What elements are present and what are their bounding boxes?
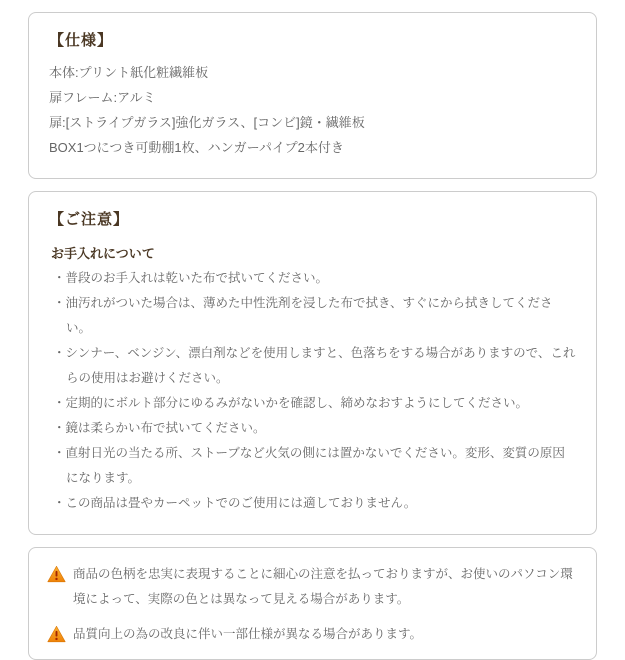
notice-text: 品質向上の為の改良に伴い一部仕様が異なる場合があります。	[73, 627, 423, 641]
caution-list	[49, 266, 576, 516]
spec-heading: 【仕様】	[49, 32, 114, 49]
notice-section	[28, 547, 597, 660]
spec-line: BOX1つにつき可動棚1枚、ハンガーパイプ2本付き	[49, 140, 344, 155]
notice-text: 商品の色柄を忠実に表現することに細心の注意を払っておりますが、お使いのパソコン環境によって、実際の色とは異なって見える場合があります。	[73, 567, 573, 606]
spec-line: 扉:[ストライプガラス]強化ガラス、[コンビ]鏡・繊維板	[49, 115, 365, 130]
caution-list-item: ・直射日光の当たる所、ストーブなど火気の側には置かないでください。変形、変質の原因になります。	[53, 446, 565, 485]
spec-line: 本体:プリント紙化粧繊維板	[49, 65, 209, 80]
warning-triangle-icon	[47, 565, 66, 583]
caution-list-item: ・シンナー、ベンジン、漂白剤などを使用しますと、色落ちをする場合がありますので、これらの使用はお避けください。	[53, 346, 576, 385]
caution-list-item: ・普段のお手入れは乾いた布で拭いてください。	[53, 271, 329, 285]
caution-list-item: ・この商品は畳やカーペットでのご使用には適しておりません。	[53, 496, 417, 510]
caution-section	[28, 191, 597, 535]
spec-section	[28, 12, 597, 179]
caution-list-item: ・定期的にボルト部分にゆるみがないかを確認し、締めなおすようにしてください。	[53, 396, 529, 410]
spec-lines	[49, 60, 576, 160]
caution-list-item: ・鏡は柔らかい布で拭いてください。	[53, 421, 266, 435]
caution-heading: 【ご注意】	[49, 211, 130, 228]
spec-line: 扉フレーム:アルミ	[49, 90, 156, 105]
warning-triangle-icon	[47, 625, 66, 643]
notice-row	[47, 622, 576, 647]
notice-row	[47, 562, 576, 612]
care-subheading: お手入れについて	[51, 246, 155, 261]
caution-list-item: ・油汚れがついた場合は、薄めた中性洗剤を浸した布で拭き、すぐにから拭きしてください。	[53, 296, 553, 335]
